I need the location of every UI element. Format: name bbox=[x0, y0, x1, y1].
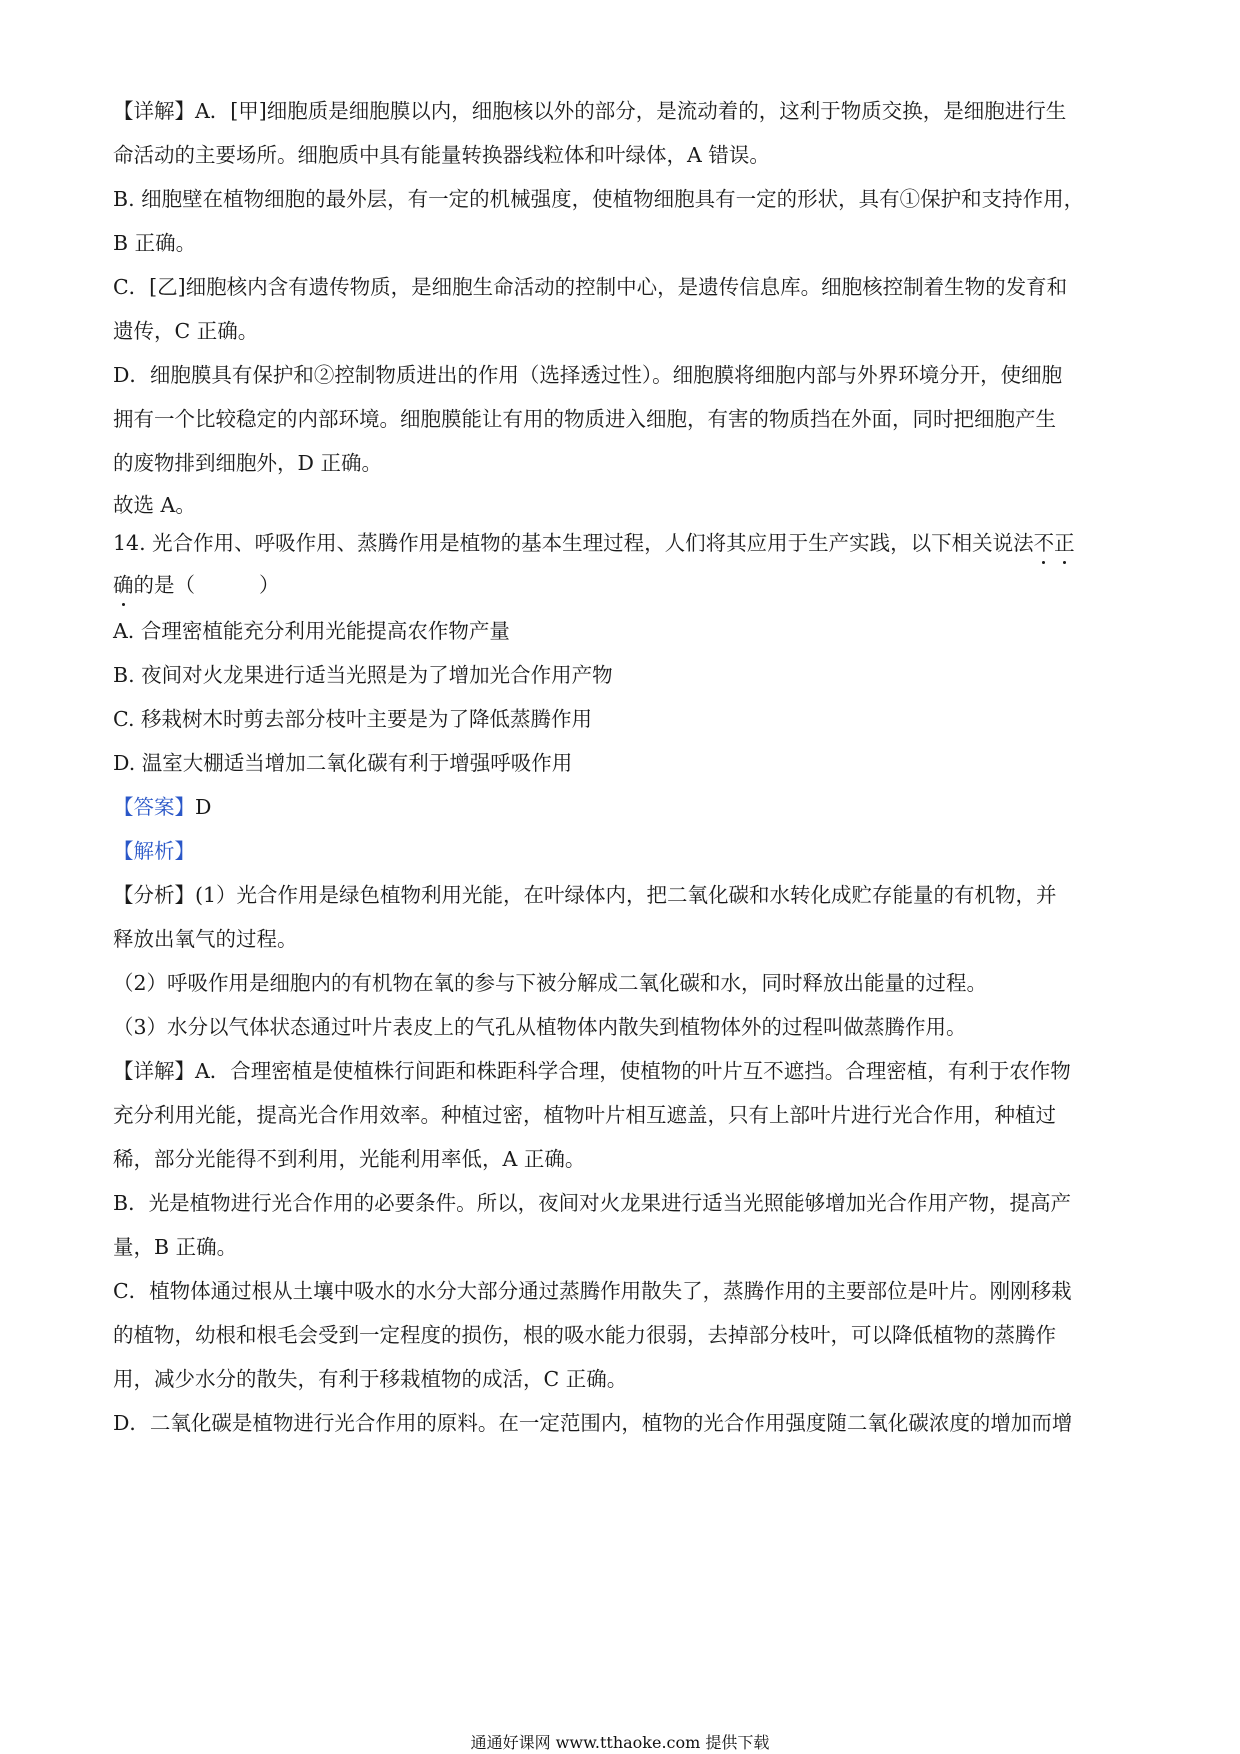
option-d: D. 温室大棚适当增加二氧化碳有利于增强呼吸作用 bbox=[113, 751, 573, 775]
text-line: 稀，部分光能得不到利用，光能利用率低，A 正确。 bbox=[113, 1147, 586, 1171]
emphasis-char: 正 bbox=[1054, 531, 1075, 555]
text-line: 遗传，C 正确。 bbox=[113, 319, 259, 343]
text-line: （3）水分以气体状态通过叶片表皮上的气孔从植物体内散失到植物体外的过程叫做蒸腾作用。 bbox=[113, 1015, 967, 1039]
text-line: 故选 A。 bbox=[113, 493, 196, 517]
text-line: C．[乙]细胞核内含有遗传物质，是细胞生命活动的控制中心，是遗传信息库。细胞核控制着生物的发育和 bbox=[113, 275, 1068, 299]
text-line: 【分析】(1）光合作用是绿色植物利用光能，在叶绿体内，把二氧化碳和水转化成贮存能量的有机物，并 bbox=[113, 883, 1057, 907]
text-line: 的废物排到细胞外，D 正确。 bbox=[113, 451, 382, 475]
emphasis-char: 不 bbox=[1033, 531, 1055, 555]
analysis-label: 【解析】 bbox=[113, 839, 195, 863]
question-stem-line-1 bbox=[113, 530, 1075, 556]
text-line: （2）呼吸作用是细胞内的有机物在氧的参与下被分解成二氧化碳和水，同时释放出能量的过程。 bbox=[113, 971, 988, 995]
question-stem-text: 的是（ bbox=[133, 573, 195, 597]
text-line: B 正确。 bbox=[113, 231, 197, 255]
option-b: B. 夜间对火龙果进行适当光照是为了增加光合作用产物 bbox=[113, 663, 613, 687]
answer-value: D bbox=[195, 795, 212, 819]
text-line: 拥有一个比较稳定的内部环境。细胞膜能让有用的物质进入细胞，有害的物质挡在外面，同时把细胞产生 bbox=[113, 407, 1056, 431]
text-line: C．植物体通过根从土壤中吸水的水分大部分通过蒸腾作用散失了，蒸腾作用的主要部位是叶片。刚刚移栽 bbox=[113, 1279, 1072, 1303]
text-line: 用，减少水分的散失，有利于移栽植物的成活，C 正确。 bbox=[113, 1367, 628, 1391]
emphasis-char: 确 bbox=[113, 573, 134, 597]
page-footer: 通通好课网 www.tthaoke.com 提供下载 bbox=[470, 1733, 770, 1752]
option-c: C. 移栽树木时剪去部分枝叶主要是为了降低蒸腾作用 bbox=[113, 707, 592, 731]
text-line: 【详解】A．合理密植是使植株行间距和株距科学合理，使植物的叶片互不遮挡。合理密植，有利于农作物 bbox=[113, 1059, 1071, 1083]
text-line: 命活动的主要场所。细胞质中具有能量转换器线粒体和叶绿体，A 错误。 bbox=[113, 143, 770, 167]
text-line: 量，B 正确。 bbox=[113, 1235, 238, 1259]
text-line: 释放出氧气的过程。 bbox=[113, 927, 298, 951]
question-stem-text: 14. 光合作用、呼吸作用、蒸腾作用是植物的基本生理过程，人们将其应用于生产实践，以下相关说法 bbox=[113, 531, 1034, 555]
text-line: 【详解】A．[甲]细胞质是细胞膜以内，细胞核以外的部分，是流动着的，这利于物质交换，是细胞进行生 bbox=[113, 99, 1067, 123]
text-line: 的植物，幼根和根毛会受到一定程度的损伤，根的吸水能力很弱，去掉部分枝叶，可以降低植物的蒸腾作 bbox=[113, 1323, 1056, 1347]
text-line: D．细胞膜具有保护和②控制物质进出的作用（选择透过性）。细胞膜将细胞内部与外界环境分开，使细胞 bbox=[113, 363, 1063, 387]
question-stem-line-2 bbox=[113, 572, 280, 598]
text-line: 充分利用光能，提高光合作用效率。种植过密，植物叶片相互遮盖，只有上部叶片进行光合作用，种植过 bbox=[113, 1103, 1056, 1127]
text-line: B. 细胞壁在植物细胞的最外层，有一定的机械强度，使植物细胞具有一定的形状，具有①保护和支持作用， bbox=[113, 187, 1085, 211]
text-line: D．二氧化碳是植物进行光合作用的原料。在一定范围内，植物的光合作用强度随二氧化碳浓度的增加而增 bbox=[113, 1411, 1073, 1435]
answer-line bbox=[113, 794, 211, 820]
option-a: A. 合理密植能充分利用光能提高农作物产量 bbox=[113, 619, 510, 643]
text-line: B．光是植物进行光合作用的必要条件。所以，夜间对火龙果进行适当光照能够增加光合作用产物，提高产 bbox=[113, 1191, 1072, 1215]
question-stem-text: ） bbox=[259, 573, 280, 597]
answer-label: 【答案】 bbox=[113, 795, 195, 819]
